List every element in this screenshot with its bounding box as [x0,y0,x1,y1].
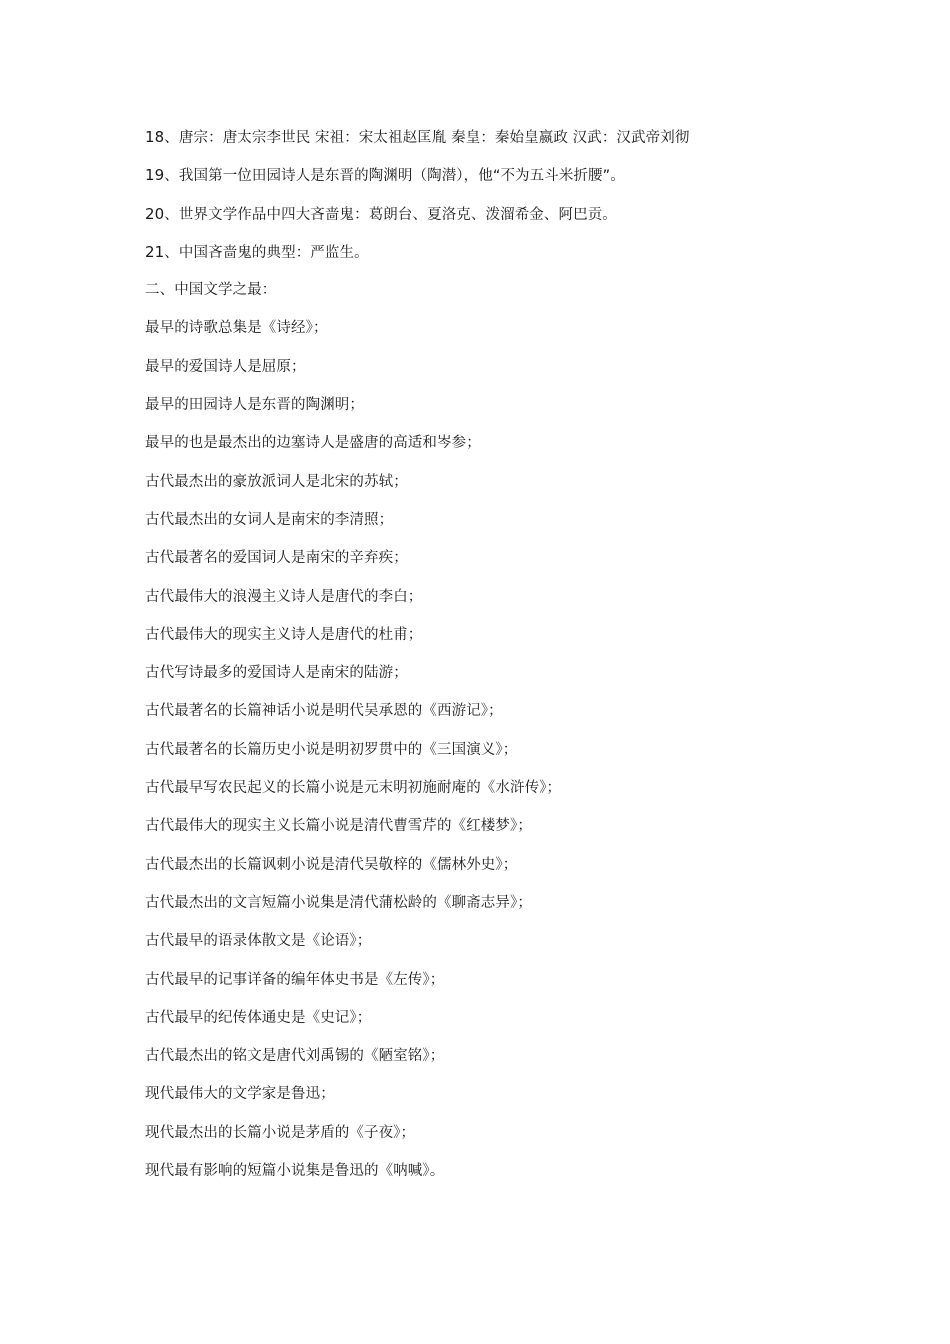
fact-line: 最早的爱国诗人是屈原； [145,358,306,375]
item-number: 19 [145,166,165,185]
fact-line: 古代最早的语录体散文是《论语》； [145,933,372,950]
fact-line: 现代最有影响的短篇小说集是鲁迅的《呐喊》。 [145,1163,445,1180]
fact-line: 现代最杰出的长篇小说是茅盾的《子夜》； [145,1124,416,1141]
fact-line: 古代最伟大的现实主义长篇小说是清代曹雪芹的《红楼梦》； [145,818,532,835]
fact-line: 最早的诗歌总集是《诗经》； [145,320,328,337]
fact-line: 古代最伟大的现实主义诗人是唐代的杜甫； [145,626,423,643]
numbered-item-19 [145,160,845,198]
fact-line: 最早的田园诗人是东晋的陶渊明； [145,397,364,414]
fact-line: 古代最著名的长篇历史小说是明初罗贯中的《三国演义》； [145,741,518,758]
item-text: 、唐宗：唐太宗李世民 宋祖：宋太祖赵匡胤 秦皇：秦始皇嬴政 汉武：汉武帝刘彻 [164,130,690,146]
section-heading: 二、中国文学之最： [145,282,277,299]
fact-line: 古代最杰出的豪放派词人是北宋的苏轼； [145,473,408,490]
fact-line: 古代最早写农民起义的长篇小说是元末明初施耐庵的《水浒传》； [145,780,562,797]
fact-line: 古代最早的记事详备的编年体史书是《左传》； [145,971,445,988]
fact-line: 古代最杰出的长篇讽刺小说是清代吴敬梓的《儒林外史》； [145,856,518,873]
fact-line: 古代最著名的爱国词人是南宋的辛弃疾； [145,550,408,567]
item-text: 、世界文学作品中四大吝啬鬼：葛朗台、夏洛克、泼溜希金、阿巴贡。 [164,206,617,223]
item-number: 20 [145,204,165,223]
fact-line: 古代最伟大的浪漫主义诗人是唐代的李白； [145,588,423,605]
numbered-item-18 [145,122,845,160]
fact-line: 古代最早的纪传体通史是《史记》； [145,1009,372,1026]
fact-line: 现代最伟大的文学家是鲁迅； [145,1086,335,1103]
item-text: 、中国吝啬鬼的典型：严监生。 [164,244,369,261]
fact-line: 最早的也是最杰出的边塞诗人是盛唐的高适和岑参； [145,435,481,452]
fact-line: 古代最著名的长篇神话小说是明代吴承恩的《西游记》； [145,703,503,720]
item-number: 18 [145,128,165,146]
document-body [145,122,845,1194]
item-number: 21 [145,242,165,261]
item-text: 、我国第一位田园诗人是东晋的陶渊明（陶潜），他“不为五斗米折腰”。 [164,168,625,185]
fact-line: 古代写诗最多的爱国诗人是南宋的陆游； [145,665,408,682]
numbered-item-21 [145,237,845,275]
fact-line: 古代最杰出的铭文是唐代刘禹锡的《陋室铭》； [145,1048,445,1065]
numbered-item-20 [145,199,845,237]
fact-line: 古代最杰出的女词人是南宋的李清照； [145,511,394,528]
fact-line: 古代最杰出的文言短篇小说集是清代蒲松龄的《聊斋志异》； [145,894,532,911]
